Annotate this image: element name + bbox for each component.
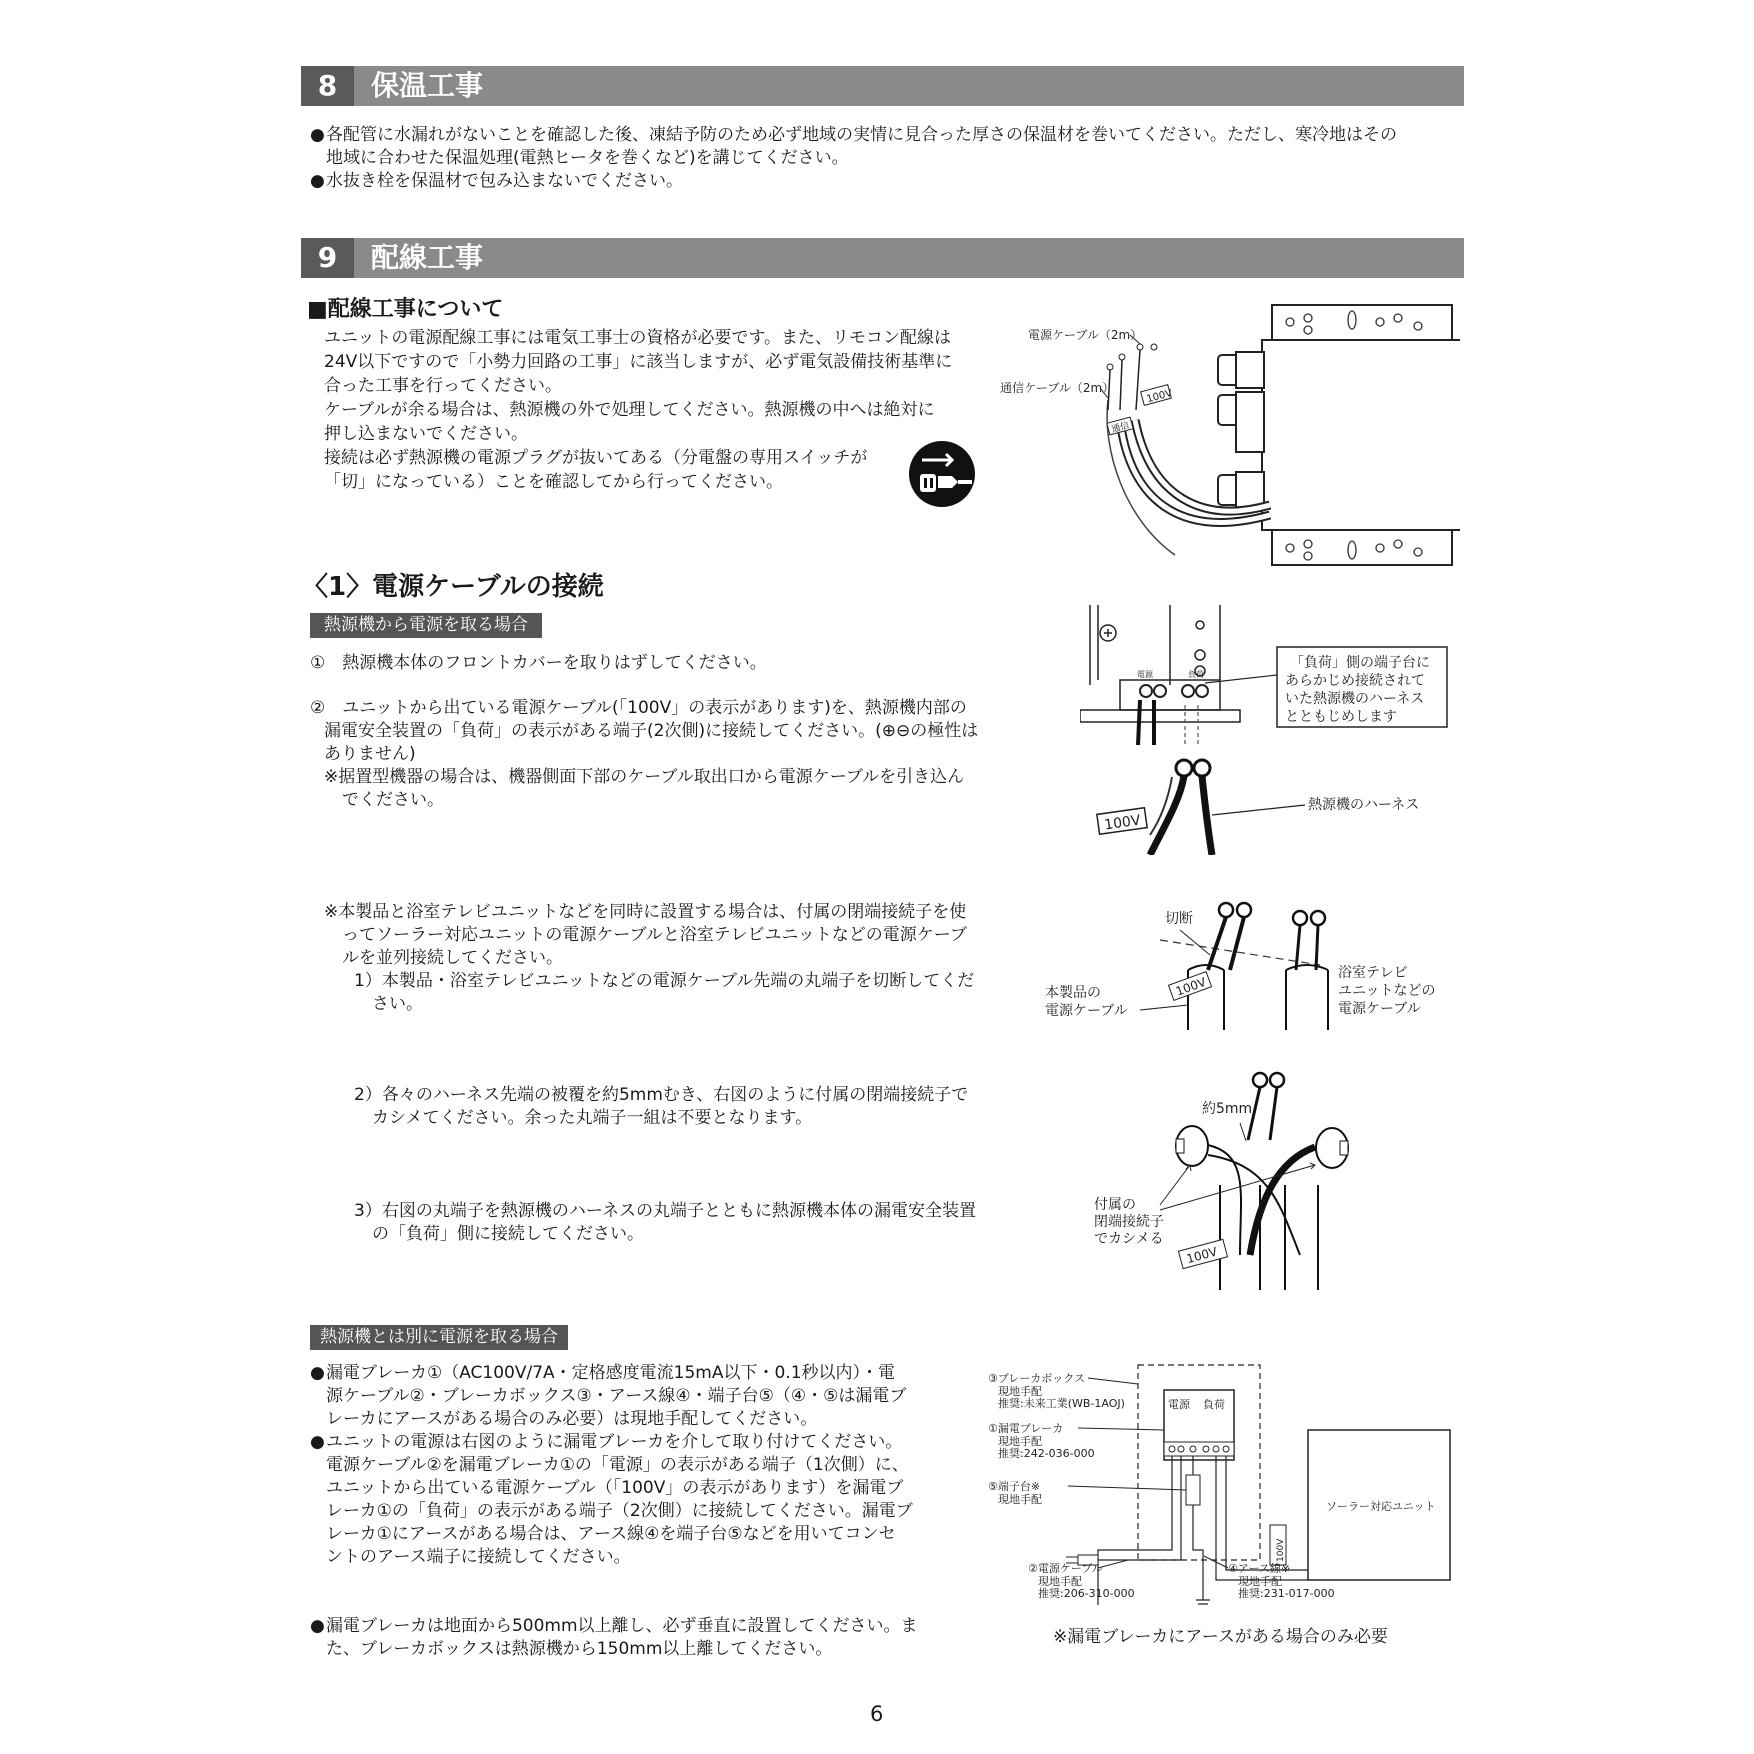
section-8-header xyxy=(301,66,1464,106)
svg-text:推奨:231-017-000: 推奨:231-017-000 xyxy=(1238,1587,1335,1600)
svg-text:現地手配: 現地手配 xyxy=(998,1493,1042,1506)
tv-step-3: 3）右図の丸端子を熱源機のハーネスの丸端子とともに熱源機本体の漏電安全装置 の「負荷」側に接続してください。 xyxy=(354,1201,976,1244)
breaker-wiring-diagram xyxy=(988,1360,1458,1610)
svg-text:約5mm: 約5mm xyxy=(1202,1101,1253,1117)
page-number: 6 xyxy=(870,1702,884,1726)
tv-step-1: 1）本製品・浴室テレビユニットなどの電源ケーブル先端の丸端子を切断してくだ さい。 xyxy=(354,971,975,1014)
svg-text:推奨:206-310-000: 推奨:206-310-000 xyxy=(1038,1587,1135,1600)
svg-text:推奨:242-036-000: 推奨:242-036-000 xyxy=(998,1447,1095,1460)
svg-text:あらかじめ接続されて: あらかじめ接続されて xyxy=(1285,673,1425,689)
bullet-dot-icon: ● xyxy=(310,1432,325,1452)
svg-text:電源: 電源 xyxy=(1168,1398,1190,1411)
solar-unit-label: ソーラー対応ユニット xyxy=(1326,1500,1436,1513)
bullet-dot-icon: ● xyxy=(310,1616,325,1636)
tag-separate-power: 熱源機とは別に電源を取る場合 xyxy=(310,1325,568,1350)
tag-power-from-heater: 熱源機から電源を取る場合 xyxy=(310,613,542,638)
section-title: 配線工事 xyxy=(371,241,484,274)
step-2: ② ユニットから出ている電源ケーブル(「100V」の表示があります)を、熱源機内部の 漏電安全装置の「負荷」の表示がある端子(2次側)に接続してください。(⊕⊖の極性は ありません) xyxy=(310,698,979,764)
svg-text:①漏電ブレーカ: ①漏電ブレーカ xyxy=(988,1422,1064,1435)
svg-text:切断: 切断 xyxy=(1165,911,1193,927)
unit-wiring-figure xyxy=(990,300,1460,570)
svg-text:負荷: 負荷 xyxy=(1203,1398,1225,1411)
svg-text:100V: 100V xyxy=(1103,812,1142,834)
section-9-header xyxy=(301,238,1464,278)
svg-text:電源ケーブル: 電源ケーブル xyxy=(1338,1001,1421,1017)
diagram-footnote: ※漏電ブレーカにアースがある場合のみ必要 xyxy=(1053,1627,1388,1647)
section-title: 保温工事 xyxy=(371,69,484,102)
svg-text:電源ケーブル: 電源ケーブル xyxy=(1045,1003,1128,1019)
svg-text:本製品の: 本製品の xyxy=(1045,985,1101,1001)
svg-text:浴室テレビ: 浴室テレビ xyxy=(1338,965,1408,981)
svg-text:②電源ケーブル: ②電源ケーブル xyxy=(1028,1562,1103,1575)
comm-cable-label: 通信ケーブル（2m） xyxy=(1000,381,1115,395)
svg-text:通信: 通信 xyxy=(1110,420,1131,436)
bullet-dot-icon: ● xyxy=(310,125,325,145)
tv-step-2: 2）各々のハーネス先端の被覆を約5mmむき、右図のように付属の閉端接続子で カシメてください。余った丸端子一組は不要となります。 xyxy=(354,1085,969,1128)
svg-text:いた熱源機のハーネス: いた熱源機のハーネス xyxy=(1285,691,1425,707)
svg-text:負荷: 負荷 xyxy=(1188,670,1204,679)
section-number: 8 xyxy=(301,66,354,106)
svg-text:⑤端子台※: ⑤端子台※ xyxy=(988,1480,1041,1493)
separate-bullet-2: ●ユニットの電源は右図のように漏電ブレーカを介して取り付けてください。 電源ケーブル②を漏電ブレーカ①の「電源」の表示がある端子（1次側）に、 ユニットから出ている電源ケーブル（「100V」の表示があります）を漏電ブ レーカ①の「負荷」の表示がある端子（2次側）に接続してください。漏電ブ レーカ①にアースがある場合は、アース線④を端子台⑤などを用いてコンセ ントのアース端子に接続してください。 xyxy=(310,1432,913,1567)
svg-text:100V: 100V xyxy=(1276,1538,1286,1562)
step-1: ① 熱源機本体のフロントカバーを取りはずしてください。 xyxy=(310,653,767,673)
svg-text:「負荷」側の端子台に: 「負荷」側の端子台に xyxy=(1290,655,1430,671)
note-floor-type: ※据置型機器の場合は、機器側面下部のケーブル取出口から電源ケーブルを引き込ん でください。 xyxy=(324,767,965,810)
closed-end-connector-label: 付属の 閉端接続子 でカシメる xyxy=(1094,1197,1164,1247)
unplug-icon xyxy=(908,440,976,508)
bullet-item: ●水抜き栓を保温材で包み込まないでください。 xyxy=(310,171,683,191)
bullet-dot-icon: ● xyxy=(310,171,325,191)
closed-end-connector-figure xyxy=(1090,1065,1380,1290)
svg-text:現地手配: 現地手配 xyxy=(1038,1575,1082,1588)
note-parallel-connection: ※本製品と浴室テレビユニットなどを同時に設置する場合は、付属の閉端接続子を使 ってソーラー対応ユニットの電源ケーブルと浴室テレビユニットなどの電源ケーブ ルを並列接続してください。 xyxy=(324,902,967,968)
svg-text:推奨:未来工業(WB-1AOJ): 推奨:未来工業(WB-1AOJ) xyxy=(998,1397,1125,1410)
svg-text:③ブレーカボックス: ③ブレーカボックス xyxy=(988,1372,1086,1385)
subheading-power-cable: 〈1〉電源ケーブルの接続 xyxy=(302,572,604,602)
svg-text:現地手配: 現地手配 xyxy=(998,1385,1042,1398)
separate-bullet-3: ●漏電ブレーカは地面から500mm以上離し、必ず垂直に設置してください。ま た、ブレーカボックスは熱源機から150mm以上離してください。 xyxy=(310,1616,918,1659)
svg-text:100V: 100V xyxy=(1145,387,1174,406)
heater-terminal-figure xyxy=(1080,605,1465,855)
svg-text:現地手配: 現地手配 xyxy=(1238,1575,1282,1588)
svg-text:現地手配: 現地手配 xyxy=(998,1435,1042,1448)
power-cable-label: 電源ケーブル（2m） xyxy=(1028,328,1143,342)
harness-label: 熱源機のハーネス xyxy=(1308,797,1420,813)
svg-text:100V: 100V xyxy=(1185,1244,1219,1267)
svg-text:ユニットなどの: ユニットなどの xyxy=(1338,983,1436,999)
about-wiring-text: ユニットの電源配線工事には電気工事士の資格が必要です。また、リモコン配線は 24V以下ですので「小勢力回路の工事」に該当しますが、必ず電気設備技術基準に 合った工事を行ってください。 ケーブルが余る場合は、熱源機の外で処理してください。熱源機の中へは絶対に 押し込まないでください。 接続は必ず熱源機の電源プラグが抜いてある（分電盤の専用スイッチが 「切」になっている）ことを確認してから行ってください。 xyxy=(324,328,953,492)
svg-text:電源: 電源 xyxy=(1137,670,1153,679)
separate-bullet-1: ●漏電ブレーカ①（AC100V/7A・定格感度電流15mA以下・0.1秒以内）・電 源ケーブル②・ブレーカボックス③・アース線④・端子台⑤（④・⑤は漏電ブ レーカにアースがある場合のみ必要）は現地手配してください。 xyxy=(310,1363,907,1429)
svg-text:100V: 100V xyxy=(1173,974,1208,999)
svg-text:④アース線※: ④アース線※ xyxy=(1228,1562,1291,1575)
section-number: 9 xyxy=(301,238,354,278)
subheading-about-wiring: ■配線工事について xyxy=(307,297,504,322)
svg-text:とともじめします: とともじめします xyxy=(1285,709,1397,725)
cut-cables-figure xyxy=(1040,890,1460,1030)
bullet-dot-icon: ● xyxy=(310,1363,325,1383)
bullet-item: ●各配管に水漏れがないことを確認した後、凍結予防のため必ず地域の実情に見合った厚さの保温材を巻いてください。ただし、寒冷地はその 地域に合わせた保温処理(電熱ヒータを巻くなど)を講じてください。 xyxy=(310,125,1397,168)
